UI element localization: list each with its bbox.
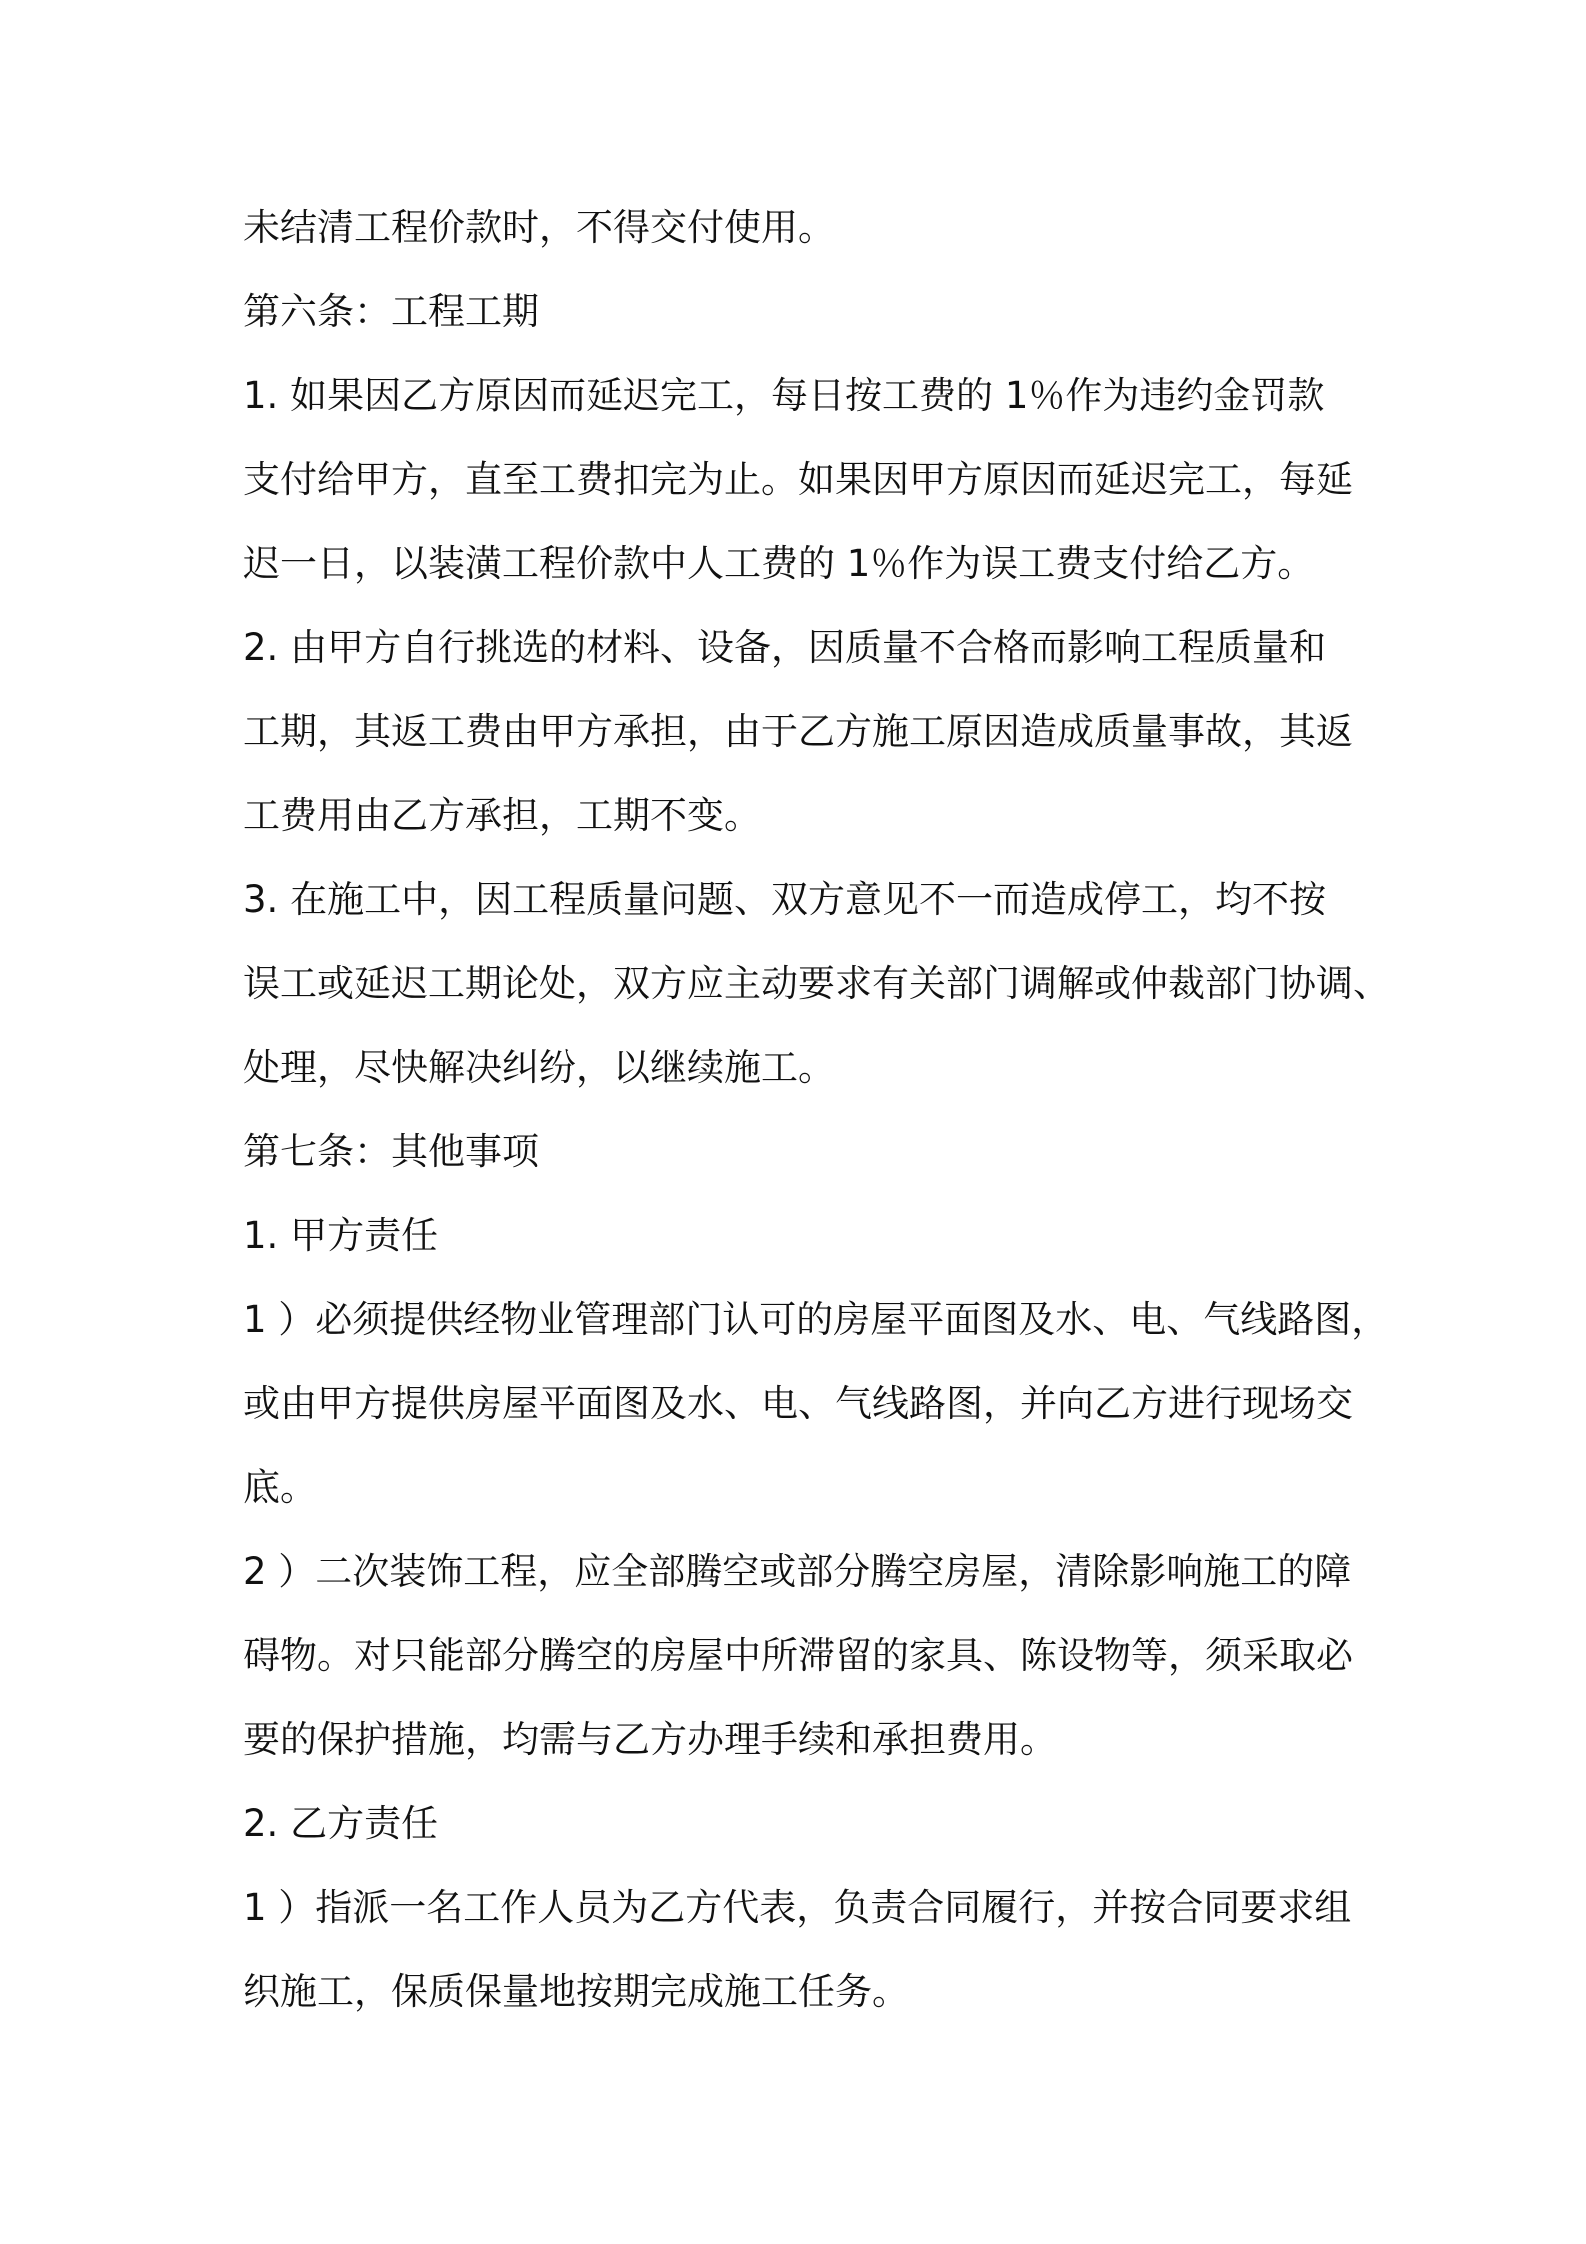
text-line: 1. 如果因乙方原因而延迟完工，每日按工费的 1％作为违约金罚款 — [243, 374, 1325, 417]
section-heading: 第七条：其他事项 — [243, 1130, 539, 1173]
text-line: 工费用由乙方承担，工期不变。 — [243, 794, 761, 837]
text-line: 织施工，保质保量地按期完成施工任务。 — [243, 1970, 909, 2013]
subsection-heading: 1. 甲方责任 — [243, 1214, 439, 1257]
text-line: 3. 在施工中，因工程质量问题、双方意见不一而造成停工，均不按 — [243, 878, 1327, 921]
section-heading: 第六条：工程工期 — [243, 290, 539, 333]
text-line: 误工或延迟工期论处，双方应主动要求有关部门调解或仲裁部门协调、 — [243, 962, 1390, 1005]
text-line: 底。 — [243, 1466, 317, 1509]
text-line: 1 ）指派一名工作人员为乙方代表，负责合同履行，并按合同要求组 — [243, 1886, 1352, 1929]
text-line: 2. 由甲方自行挑选的材料、设备，因质量不合格而影响工程质量和 — [243, 626, 1327, 669]
text-line: 工期，其返工费由甲方承担，由于乙方施工原因造成质量事故，其返 — [243, 710, 1353, 753]
document-page — [243, 0, 1390, 2244]
text-line: 处理，尽快解决纠纷，以继续施工。 — [243, 1046, 835, 1089]
text-line: 未结清工程价款时，不得交付使用。 — [243, 206, 835, 249]
text-line: 2 ）二次装饰工程，应全部腾空或部分腾空房屋，清除影响施工的障 — [243, 1550, 1352, 1593]
subsection-heading: 2. 乙方责任 — [243, 1802, 439, 1845]
text-line: 迟一日，以装潢工程价款中人工费的 1％作为误工费支付给乙方。 — [243, 542, 1315, 585]
text-line: 或由甲方提供房屋平面图及水、电、气线路图，并向乙方进行现场交 — [243, 1382, 1353, 1425]
text-line: 碍物。对只能部分腾空的房屋中所滞留的家具、陈设物等，须采取必 — [243, 1634, 1353, 1677]
text-line: 要的保护措施，均需与乙方办理手续和承担费用。 — [243, 1718, 1057, 1761]
text-line: 1 ）必须提供经物业管理部门认可的房屋平面图及水、电、气线路图， — [243, 1298, 1389, 1341]
text-line: 支付给甲方，直至工费扣完为止。如果因甲方原因而延迟完工，每延 — [243, 458, 1353, 501]
